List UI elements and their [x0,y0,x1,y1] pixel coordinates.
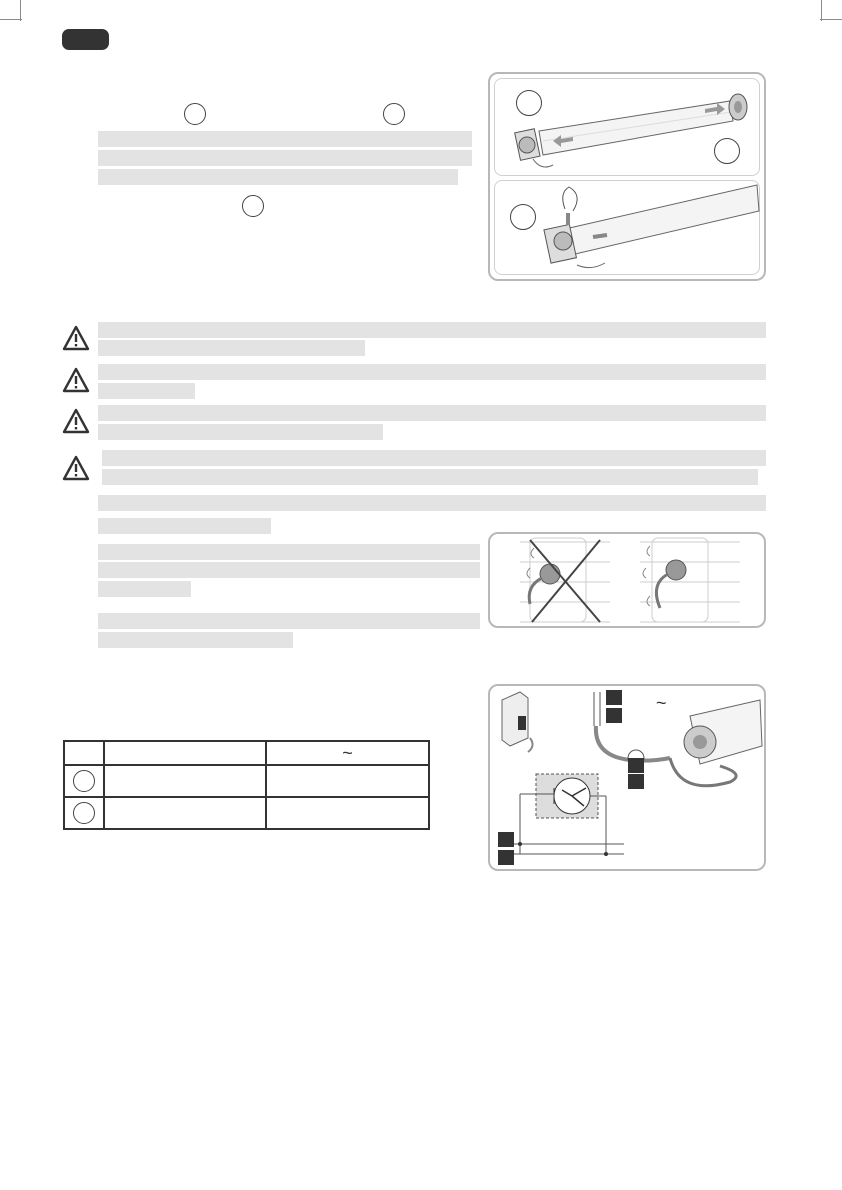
drip-loop-illustration [490,534,764,626]
terminal-label [606,708,622,723]
warning-text-line [102,450,766,466]
text-line [98,518,271,534]
text-line [98,150,472,166]
warning-icon [62,325,90,351]
text-line [98,632,293,648]
figure-label-bottom-left [510,204,536,230]
table-cell-marker [64,797,104,829]
warning-text-line [98,322,766,338]
figure-label-top-left [516,90,542,116]
table-cell [266,765,429,797]
wiring-illustration [490,686,764,869]
figure-label-top-right [714,138,740,164]
table-cell [104,765,266,797]
warning-icon [62,408,90,434]
crop-mark-top-left-v [20,0,21,21]
warning-text-line [102,469,758,485]
callout-b-marker [383,103,405,125]
row-marker [73,770,95,792]
warning-icon [62,367,90,393]
adapter-illustration [495,181,761,276]
warning-icon [62,455,90,481]
warning-text-line [98,340,365,356]
figure-cable-drip-loop [488,532,766,628]
text-line [98,581,191,597]
warning-text-line [98,364,766,380]
terminal-label [606,690,622,705]
table-header-cell [64,741,104,765]
text-line [98,544,480,560]
crop-mark-top-left-h [0,19,22,20]
circuit-breaker-icon [502,692,533,752]
warning-text-line [98,383,195,399]
language-badge [62,29,109,50]
figure-motor-insertion [488,72,766,281]
row-marker [73,802,95,824]
table-cell-marker [64,765,104,797]
table-header-row [64,741,429,765]
text-line [98,495,766,511]
text-line [98,131,472,147]
crop-mark-top-right-h [820,19,842,20]
terminal-label [628,774,644,789]
text-line [98,169,458,185]
text-line [98,613,480,629]
table-cell [104,797,266,829]
terminal-label [498,850,514,865]
ac-symbol: ~ [656,693,667,713]
table-row [64,797,429,829]
warning-text-line [98,424,383,440]
terminal-label [628,758,644,773]
figure-wiring-diagram [488,684,766,871]
crop-mark-top-right-v [821,0,822,21]
callout-c-marker [242,195,264,217]
specification-table [63,740,430,830]
figure-panel-bottom [494,180,760,275]
terminal-label [498,832,514,847]
ac-symbol: ~ [342,743,353,763]
callout-a-marker [184,103,206,125]
warning-text-line [98,405,766,421]
text-line [98,562,480,578]
table-header-cell-ac [266,741,429,765]
table-row [64,765,429,797]
table-header-cell [104,741,266,765]
table-cell [266,797,429,829]
